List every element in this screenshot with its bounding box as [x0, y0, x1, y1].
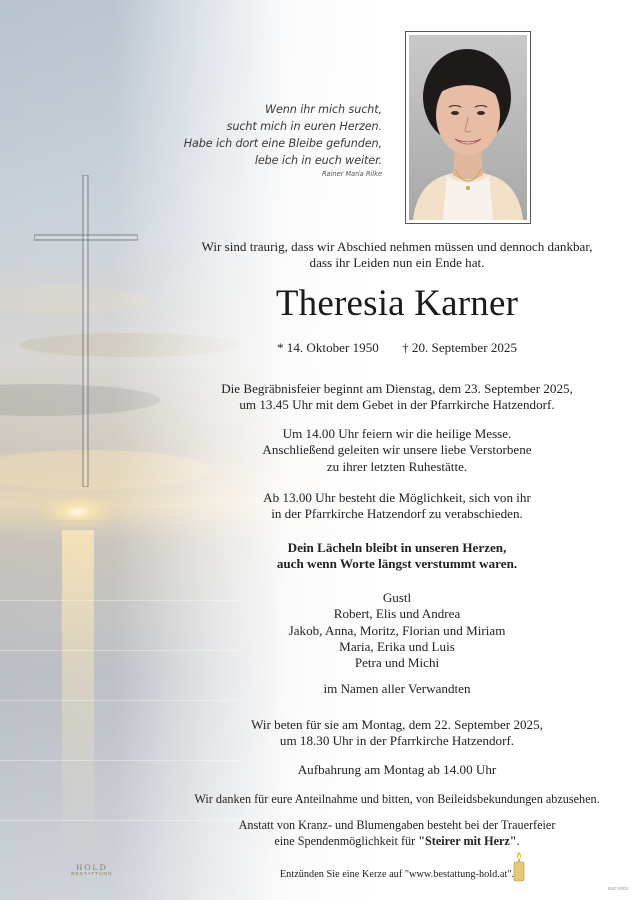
family-line: Petra und Michi — [354, 655, 440, 671]
laying-out-info — [162, 762, 632, 778]
donation-line — [162, 834, 632, 850]
hold-bestattung-logo — [66, 862, 118, 877]
candle-icon — [512, 852, 526, 882]
farewell-info — [162, 490, 632, 523]
quote-line: lebe ich in euch weiter. — [254, 154, 382, 167]
family-list — [162, 590, 632, 671]
life-dates — [162, 340, 632, 356]
relatives-text: im Namen aller Verwandten — [323, 681, 471, 696]
rilke-quote — [150, 101, 382, 178]
prayer-line: Wir beten für sie am Montag, dem 22. September 2025, — [251, 717, 543, 732]
charity-name: "Steirer mit Herz" — [418, 833, 517, 848]
motto — [162, 540, 632, 573]
farewell-line: in der Pfarrkirche Hatzendorf zu verabschieden. — [271, 506, 523, 522]
donation-text: eine Spendenmöglichkeit für — [274, 833, 419, 848]
family-line: Gustl — [382, 590, 412, 605]
motto-line: auch wenn Worte längst verstummt waren. — [276, 556, 518, 572]
birth-date: * 14. Oktober 1950 — [276, 340, 379, 355]
intro-line: dass ihr Leiden nun ein Ende hat. — [309, 255, 485, 271]
funeral-info — [162, 381, 632, 414]
intro-line: Wir sind traurig, dass wir Abschied nehmen müssen und dennoch dankbar, — [201, 239, 593, 254]
family-line: Robert, Elis und Andrea — [333, 606, 461, 622]
quote-line: sucht mich in euren Herzen. — [226, 120, 382, 133]
family-line: Maria, Erika und Luis — [339, 638, 455, 654]
logo-subtext: BESTATTUNG — [71, 872, 113, 877]
donation-line: Anstatt von Kranz- und Blumengaben besteht bei der Trauerfeier — [238, 818, 556, 832]
donation-period: . — [516, 833, 520, 848]
death-date: † 20. September 2025 — [402, 340, 518, 355]
mass-line: zu ihrer letzten Ruhestätte. — [326, 458, 468, 474]
candle-invitation: Entzünden Sie eine Kerze auf "www.bestattung-hold.at". — [279, 869, 515, 880]
mass-info — [162, 426, 632, 475]
portrait-image — [409, 35, 527, 220]
deceased-name: Theresia Karner — [275, 283, 519, 324]
intro-text — [162, 239, 632, 272]
logo-text: HOLD — [76, 862, 108, 872]
quote-author: Rainer Maria Rilke — [321, 170, 382, 178]
quote-line: Wenn ihr mich sucht, — [265, 103, 382, 116]
portrait-photo — [405, 31, 531, 224]
funeral-line: Die Begräbnisfeier beginnt am Dienstag, dem 23. September 2025, — [221, 381, 573, 396]
prayer-line: um 18.30 Uhr in der Pfarrkirche Hatzendorf. — [279, 733, 515, 749]
donation-info — [162, 818, 632, 849]
relatives-line — [162, 681, 632, 697]
family-line: Jakob, Anna, Moritz, Florian und Miriam — [288, 622, 506, 638]
thanks-info — [162, 791, 632, 807]
cross-icon — [34, 175, 138, 487]
funeral-line: um 13.45 Uhr mit dem Gebet in der Pfarrkirche Hatzendorf. — [239, 397, 555, 413]
prayer-info — [162, 717, 632, 750]
quote-line: Habe ich dort eine Bleibe gefunden, — [183, 137, 382, 150]
template-code: BSP 9003 — [607, 886, 628, 891]
thanks-text: Wir danken für eure Anteilnahme und bitten, von Beileidsbekundungen abzusehen. — [194, 792, 600, 806]
laying-out-text: Aufbahrung am Montag ab 14.00 Uhr — [297, 762, 497, 777]
mass-line: Um 14.00 Uhr feiern wir die heilige Messe. — [282, 426, 512, 441]
motto-line: Dein Lächeln bleibt in unseren Herzen, — [287, 540, 507, 555]
mass-line: Anschließend geleiten wir unsere liebe Verstorbene — [262, 442, 532, 458]
farewell-line: Ab 13.00 Uhr besteht die Möglichkeit, sich von ihr — [263, 490, 531, 505]
